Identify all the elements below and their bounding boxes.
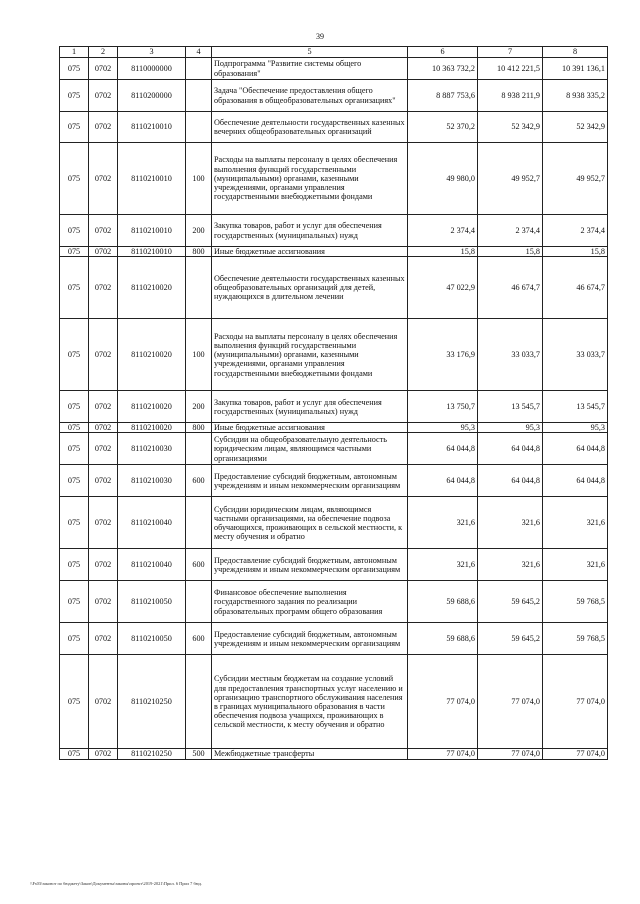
table-cell-col-3: 8110200000 <box>118 80 186 112</box>
table-cell-col-7: 321,6 <box>478 549 543 581</box>
table-cell-col-4 <box>186 497 212 549</box>
table-cell-col-3: 8110210010 <box>118 247 186 257</box>
table-cell-col-5: Обеспечение деятельности государственных казенных вечерних общеобразовательных организаций <box>212 112 408 143</box>
table-row <box>60 549 608 581</box>
table-cell-col-7: 95,3 <box>478 423 543 433</box>
table-cell-col-5: Закупка товаров, работ и услуг для обеспечения государственных (муниципальных) нужд <box>212 215 408 247</box>
table-cell-col-2: 0702 <box>89 549 118 581</box>
table-cell-col-2: 0702 <box>89 465 118 497</box>
table-cell-col-5: Субсидии на общеобразовательную деятельность юридическим лицам, являющимся частными организациями <box>212 433 408 465</box>
table-cell-col-2: 0702 <box>89 423 118 433</box>
table-cell-col-7: 33 033,7 <box>478 319 543 391</box>
column-header-8: 8 <box>543 47 608 58</box>
table-cell-col-7: 64 044,8 <box>478 465 543 497</box>
table-cell-col-6: 33 176,9 <box>408 319 478 391</box>
table-cell-col-1: 075 <box>60 257 89 319</box>
table-cell-col-7: 10 412 221,5 <box>478 58 543 80</box>
table-cell-col-5: Субсидии юридическим лицам, являющимся частными организациями, на обеспечение подвоза обучающихся, проживающих в сельской местности, к месту обучения и обратно <box>212 497 408 549</box>
table-cell-col-1: 075 <box>60 423 89 433</box>
table-cell-col-5: Расходы на выплаты персоналу в целях обеспечения выполнения функций государственными (муниципальными) органами, казенными учреждениями, органами управления государственными внебюджетными фондами <box>212 143 408 215</box>
table-cell-col-3: 8110210020 <box>118 319 186 391</box>
table-cell-col-6: 52 370,2 <box>408 112 478 143</box>
table-cell-col-1: 075 <box>60 433 89 465</box>
table-cell-col-1: 075 <box>60 112 89 143</box>
table-cell-col-1: 075 <box>60 215 89 247</box>
table-cell-col-4 <box>186 433 212 465</box>
table-cell-col-3: 8110210050 <box>118 623 186 655</box>
table-cell-col-3: 8110210010 <box>118 215 186 247</box>
table-cell-col-8: 52 342,9 <box>543 112 608 143</box>
table-cell-col-3: 8110210010 <box>118 112 186 143</box>
table-cell-col-6: 321,6 <box>408 549 478 581</box>
table-cell-col-7: 77 074,0 <box>478 749 543 759</box>
table-cell-col-5: Задача "Обеспечение предоставления общего образования в общеобразовательных организациях" <box>212 80 408 112</box>
column-header-7: 7 <box>478 47 543 58</box>
table-cell-col-2: 0702 <box>89 80 118 112</box>
table-cell-col-1: 075 <box>60 623 89 655</box>
column-header-6: 6 <box>408 47 478 58</box>
table-cell-col-6: 10 363 732,2 <box>408 58 478 80</box>
table-cell-col-4 <box>186 581 212 623</box>
table-body <box>60 58 608 760</box>
table-cell-col-6: 49 980,0 <box>408 143 478 215</box>
table-cell-col-8: 321,6 <box>543 497 608 549</box>
table-cell-col-2: 0702 <box>89 581 118 623</box>
table-cell-col-5: Финансовое обеспечение выполнения государственного задания по реализации образовательных программ общего образования <box>212 581 408 623</box>
table-cell-col-5: Предоставление субсидий бюджетным, автономным учреждениям и иным некоммерческим организациям <box>212 549 408 581</box>
table-cell-col-5: Субсидии местным бюджетам на создание условий для предоставления транспортных услуг населению и организацию транспортного обслуживания населения в границах муниципального образования в части обеспечения подвоза учащихся, проживающих в сельской местности, к месту обучения и обратно <box>212 655 408 749</box>
table-cell-col-6: 2 374,4 <box>408 215 478 247</box>
table-cell-col-6: 47 022,9 <box>408 257 478 319</box>
table-cell-col-7: 321,6 <box>478 497 543 549</box>
table-cell-col-8: 59 768,5 <box>543 581 608 623</box>
table-row <box>60 465 608 497</box>
table-cell-col-2: 0702 <box>89 143 118 215</box>
table-cell-col-7: 64 044,8 <box>478 433 543 465</box>
column-header-2: 2 <box>89 47 118 58</box>
table-cell-col-5: Подпрограмма "Развитие системы общего образования" <box>212 58 408 80</box>
table-cell-col-1: 075 <box>60 80 89 112</box>
table-cell-col-1: 075 <box>60 247 89 257</box>
table-cell-col-4: 800 <box>186 247 212 257</box>
table-cell-col-4 <box>186 58 212 80</box>
table-row <box>60 655 608 749</box>
table-cell-col-2: 0702 <box>89 247 118 257</box>
table-row <box>60 247 608 257</box>
table-cell-col-1: 075 <box>60 549 89 581</box>
table-cell-col-6: 77 074,0 <box>408 749 478 759</box>
table-cell-col-1: 075 <box>60 58 89 80</box>
table-cell-col-8: 64 044,8 <box>543 433 608 465</box>
table-cell-col-1: 075 <box>60 391 89 423</box>
table-cell-col-7: 8 938 211,9 <box>478 80 543 112</box>
table-cell-col-2: 0702 <box>89 319 118 391</box>
table-row <box>60 749 608 759</box>
table-cell-col-8: 77 074,0 <box>543 749 608 759</box>
table-row <box>60 80 608 112</box>
table-cell-col-4 <box>186 257 212 319</box>
table-cell-col-4: 800 <box>186 423 212 433</box>
table-cell-col-8: 10 391 136,1 <box>543 58 608 80</box>
table-cell-col-8: 2 374,4 <box>543 215 608 247</box>
table-cell-col-6: 95,3 <box>408 423 478 433</box>
table-cell-col-2: 0702 <box>89 257 118 319</box>
table-cell-col-5: Закупка товаров, работ и услуг для обеспечения государственных (муниципальных) нужд <box>212 391 408 423</box>
table-cell-col-4: 200 <box>186 215 212 247</box>
table-cell-col-3: 8110210010 <box>118 143 186 215</box>
table-cell-col-4: 500 <box>186 749 212 759</box>
table-cell-col-4 <box>186 80 212 112</box>
table-cell-col-7: 59 645,2 <box>478 623 543 655</box>
table-cell-col-8: 95,3 <box>543 423 608 433</box>
table-cell-col-5: Межбюджетные трансферты <box>212 749 408 759</box>
table-row <box>60 215 608 247</box>
table-cell-col-8: 8 938 335,2 <box>543 80 608 112</box>
table-cell-col-2: 0702 <box>89 433 118 465</box>
table-cell-col-8: 64 044,8 <box>543 465 608 497</box>
table-cell-col-2: 0702 <box>89 655 118 749</box>
table-cell-col-8: 77 074,0 <box>543 655 608 749</box>
table-cell-col-8: 13 545,7 <box>543 391 608 423</box>
page-number: 39 <box>316 32 324 41</box>
table-cell-col-2: 0702 <box>89 112 118 143</box>
table-row <box>60 112 608 143</box>
table-cell-col-3: 8110000000 <box>118 58 186 80</box>
table-row <box>60 581 608 623</box>
table-cell-col-4: 200 <box>186 391 212 423</box>
table-cell-col-4: 600 <box>186 623 212 655</box>
table-cell-col-1: 075 <box>60 581 89 623</box>
table-cell-col-2: 0702 <box>89 215 118 247</box>
table-row <box>60 623 608 655</box>
table-cell-col-3: 8110210030 <box>118 433 186 465</box>
table-cell-col-3: 8110210020 <box>118 391 186 423</box>
table-header-row <box>60 47 608 58</box>
table-cell-col-8: 321,6 <box>543 549 608 581</box>
table-cell-col-6: 321,6 <box>408 497 478 549</box>
table-cell-col-3: 8110210250 <box>118 749 186 759</box>
table-cell-col-7: 2 374,4 <box>478 215 543 247</box>
table-cell-col-7: 15,8 <box>478 247 543 257</box>
table-cell-col-5: Обеспечение деятельности государственных казенных общеобразовательных организаций для детей, нуждающихся в длительном лечении <box>212 257 408 319</box>
table-cell-col-3: 8110210030 <box>118 465 186 497</box>
table-cell-col-1: 075 <box>60 497 89 549</box>
table-cell-col-4: 600 <box>186 549 212 581</box>
table-cell-col-1: 075 <box>60 655 89 749</box>
table-cell-col-7: 52 342,9 <box>478 112 543 143</box>
table-cell-col-4: 100 <box>186 143 212 215</box>
table-cell-col-3: 8110210040 <box>118 497 186 549</box>
table-cell-col-5: Иные бюджетные ассигнования <box>212 247 408 257</box>
table-cell-col-3: 8110210050 <box>118 581 186 623</box>
table-cell-col-6: 8 887 753,6 <box>408 80 478 112</box>
table-cell-col-2: 0702 <box>89 497 118 549</box>
table-cell-col-5: Иные бюджетные ассигнования <box>212 423 408 433</box>
table-cell-col-3: 8110210020 <box>118 423 186 433</box>
table-cell-col-5: Расходы на выплаты персоналу в целях обеспечения выполнения функций государственными (муниципальными) органами, казенными учреждениями, органами управления государственными внебюджетными фондами <box>212 319 408 391</box>
table-cell-col-8: 15,8 <box>543 247 608 257</box>
table-cell-col-6: 15,8 <box>408 247 478 257</box>
table-cell-col-1: 075 <box>60 749 89 759</box>
column-header-4: 4 <box>186 47 212 58</box>
table-cell-col-5: Предоставление субсидий бюджетным, автономным учреждениям и иным некоммерческим организациям <box>212 465 408 497</box>
table-row <box>60 257 608 319</box>
table-cell-col-5: Предоставление субсидий бюджетным, автономным учреждениям и иным некоммерческим организациям <box>212 623 408 655</box>
table-cell-col-6: 13 750,7 <box>408 391 478 423</box>
table-row <box>60 319 608 391</box>
table-cell-col-7: 77 074,0 <box>478 655 543 749</box>
table-cell-col-8: 33 033,7 <box>543 319 608 391</box>
table-cell-col-2: 0702 <box>89 391 118 423</box>
table-row <box>60 143 608 215</box>
table-cell-col-1: 075 <box>60 143 89 215</box>
table-cell-col-6: 59 688,6 <box>408 581 478 623</box>
table-cell-col-8: 49 952,7 <box>543 143 608 215</box>
table-cell-col-3: 8110210250 <box>118 655 186 749</box>
table-cell-col-8: 59 768,5 <box>543 623 608 655</box>
table-row <box>60 497 608 549</box>
table-cell-col-1: 075 <box>60 465 89 497</box>
column-header-3: 3 <box>118 47 186 58</box>
column-header-5: 5 <box>212 47 408 58</box>
table-cell-col-6: 64 044,8 <box>408 465 478 497</box>
table-cell-col-7: 59 645,2 <box>478 581 543 623</box>
table-cell-col-3: 8110210020 <box>118 257 186 319</box>
footer-file-path: \\Fs03\законот по бюджету\Закон\Документы\законы\проект\2019-2021\Прил. 6 Прил 7 бюд. <box>30 881 203 886</box>
table-cell-col-7: 49 952,7 <box>478 143 543 215</box>
table-cell-col-6: 64 044,8 <box>408 433 478 465</box>
budget-table <box>59 46 608 760</box>
table-cell-col-4 <box>186 655 212 749</box>
table-cell-col-6: 59 688,6 <box>408 623 478 655</box>
table-cell-col-8: 46 674,7 <box>543 257 608 319</box>
table-row <box>60 433 608 465</box>
table-cell-col-7: 13 545,7 <box>478 391 543 423</box>
table-row <box>60 423 608 433</box>
table-cell-col-4: 100 <box>186 319 212 391</box>
table-cell-col-1: 075 <box>60 319 89 391</box>
table-cell-col-2: 0702 <box>89 623 118 655</box>
table-cell-col-6: 77 074,0 <box>408 655 478 749</box>
table-cell-col-7: 46 674,7 <box>478 257 543 319</box>
table-cell-col-2: 0702 <box>89 749 118 759</box>
table-row <box>60 58 608 80</box>
column-header-1: 1 <box>60 47 89 58</box>
table-cell-col-4 <box>186 112 212 143</box>
table-cell-col-2: 0702 <box>89 58 118 80</box>
table-cell-col-4: 600 <box>186 465 212 497</box>
table-row <box>60 391 608 423</box>
table-cell-col-3: 8110210040 <box>118 549 186 581</box>
